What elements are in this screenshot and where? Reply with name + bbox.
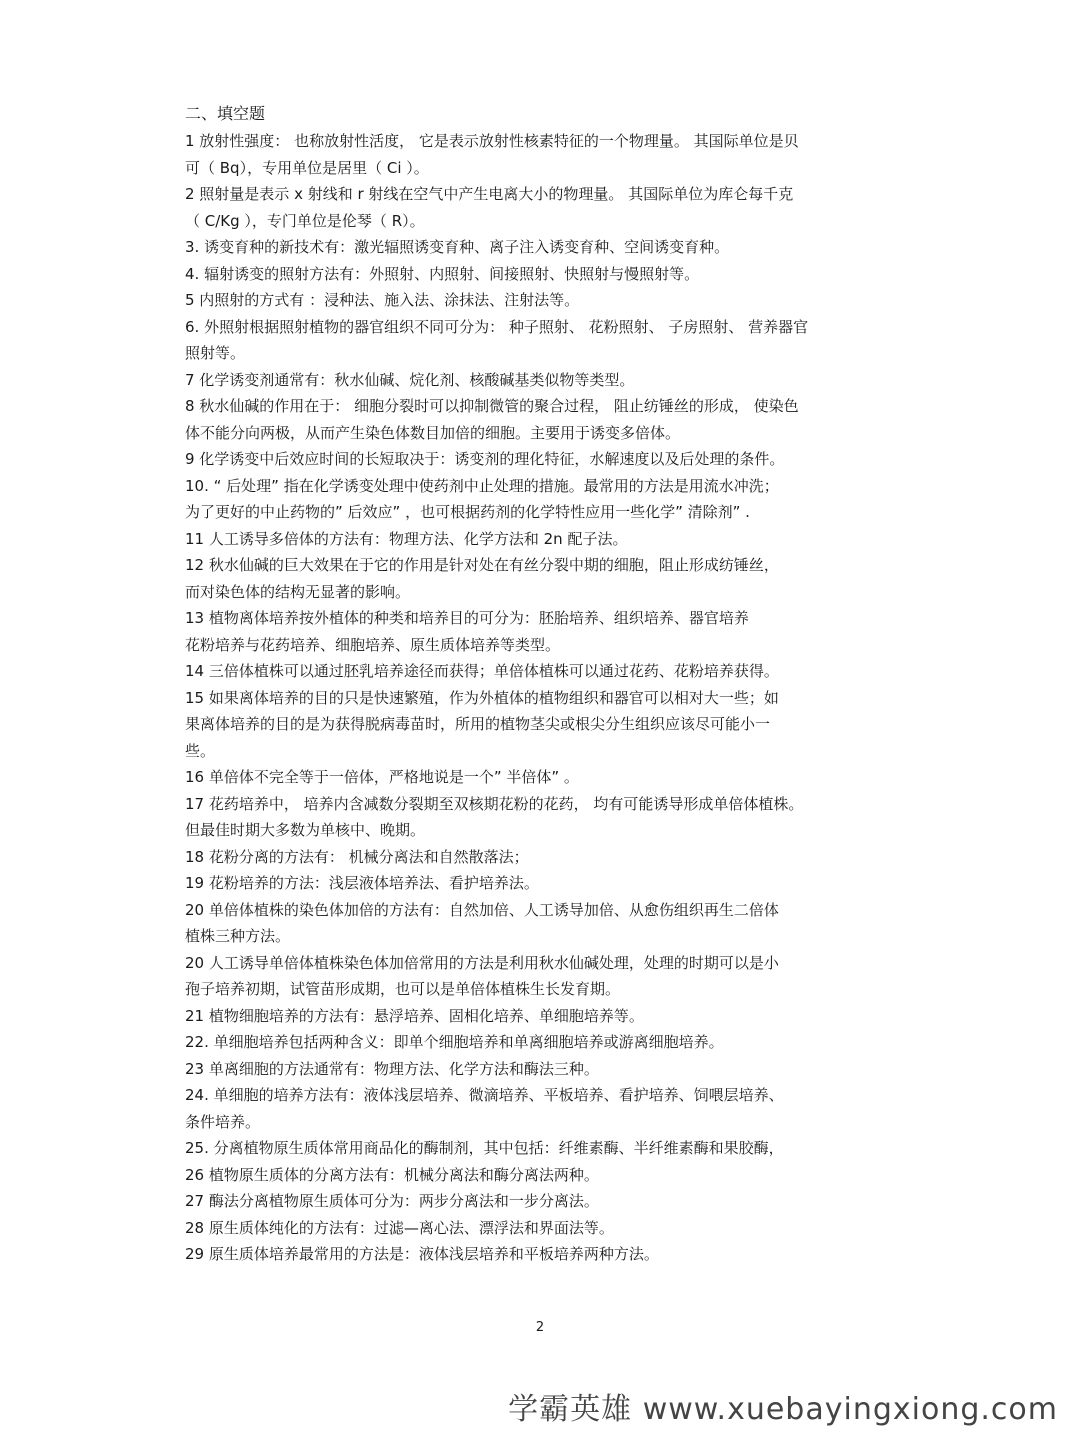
- question-line: 但最佳时期大多数为单核中、晚期。: [185, 821, 426, 839]
- question-line: 而对染色体的结构无显著的影响。: [185, 582, 411, 601]
- question-line: 9 化学诱变中后效应时间的长短取决于：诱变剂的理化特征，水解速度以及后处理的条件。: [185, 450, 785, 468]
- question-line: 孢子培养初期，试管苗形成期，也可以是单倍体植株生长发育期。: [185, 980, 621, 998]
- question-line: 6. 外照射根据照射植物的器官组织不同可分为： 种子照射、 花粉照射、 子房照射、 营养器官: [185, 317, 809, 336]
- question-line: 12 秋水仙碱的巨大效果在于它的作用是针对处在有丝分裂中期的细胞，阻止形成纺锤丝，: [185, 556, 779, 574]
- question-line: 11 人工诱导多倍体的方法有：物理方法、化学方法和 2n 配子法。: [185, 529, 628, 548]
- question-line: 些。: [185, 741, 216, 760]
- page-number: 2: [535, 1320, 545, 1335]
- question-line: 体不能分向两极，从而产生染色体数目加倍的细胞。主要用于诱变多倍体。: [185, 423, 681, 442]
- question-line: 可（ Bq），专用单位是居里（ Ci ）。: [185, 158, 429, 177]
- question-line: 18 花粉分离的方法有： 机械分离法和自然散落法；: [185, 847, 529, 866]
- question-line: 23 单离细胞的方法通常有：物理方法、化学方法和酶法三种。: [185, 1059, 599, 1078]
- question-line: 22. 单细胞培养包括两种含义：即单个细胞培养和单离细胞培养或游离细胞培养。: [185, 1033, 724, 1051]
- question-line: 20 人工诱导单倍体植株染色体加倍常用的方法是利用秋水仙碱处理，处理的时期可以是小: [185, 953, 779, 972]
- fill-in-blank-list: [185, 128, 895, 1268]
- question-line: 14 三倍体植株可以通过胚乳培养途径而获得；单倍体植株可以通过花药、花粉培养获得。: [185, 662, 779, 680]
- question-line: 17 花药培养中， 培养内含减数分裂期至双核期花粉的花药， 均有可能诱导形成单倍体植株。: [185, 794, 804, 813]
- question-line: 16 单倍体不完全等于一倍体，严格地说是一个” 半倍体” 。: [185, 768, 579, 786]
- question-line: 8 秋水仙碱的作用在于： 细胞分裂时可以抑制微管的聚合过程， 阻止纺锤丝的形成， 使染色: [185, 397, 799, 415]
- question-line: 27 酶法分离植物原生质体可分为：两步分离法和一步分离法。: [185, 1192, 599, 1210]
- question-line: 2 照射量是表示 x 射线和 r 射线在空气中产生电离大小的物理量。 其国际单位为库仑每千克: [185, 185, 794, 203]
- question-line: 13 植物离体培养按外植体的种类和培养目的可分为：胚胎培养、组织培养、器官培养: [185, 609, 749, 627]
- question-line: 7 化学诱变剂通常有：秋水仙碱、烷化剂、核酸碱基类似物等类型。: [185, 370, 635, 389]
- question-line: 为了更好的中止药物的” 后效应” ，也可根据药剂的化学特性应用一些化学” 清除剂” .: [185, 503, 750, 521]
- question-line: 3. 诱变育种的新技术有：激光辐照诱变育种、离子注入诱变育种、空间诱变育种。: [185, 238, 730, 256]
- question-line: 19 花粉培养的方法：浅层液体培养法、看护培养法。: [185, 874, 539, 892]
- question-line: （ C/Kg ），专门单位是伦琴（ R）。: [185, 211, 425, 230]
- question-line: 条件培养。: [185, 1112, 261, 1131]
- question-line: 1 放射性强度： 也称放射性活度， 它是表示放射性核素特征的一个物理量。 其国际单位是贝: [185, 132, 799, 150]
- question-line: 植株三种方法。: [185, 927, 291, 945]
- question-line: 果离体培养的目的是为获得脱病毒苗时，所用的植物茎尖或根尖分生组织应该尽可能小一: [185, 715, 771, 733]
- question-line: 10. “ 后处理” 指在化学诱变处理中使药剂中止处理的措施。最常用的方法是用流水冲洗；: [185, 476, 779, 495]
- question-line: 29 原生质体培养最常用的方法是：液体浅层培养和平板培养两种方法。: [185, 1245, 659, 1263]
- question-line: 4. 辐射诱变的照射方法有：外照射、内照射、间接照射、快照射与慢照射等。: [185, 264, 700, 283]
- question-line: 照射等。: [185, 344, 246, 362]
- question-line: 26 植物原生质体的分离方法有：机械分离法和酶分离法两种。: [185, 1165, 599, 1184]
- question-line: 20 单倍体植株的染色体加倍的方法有：自然加倍、人工诱导加倍、从愈伤组织再生二倍体: [185, 900, 779, 919]
- question-line: 5 内照射的方式有 ：浸种法、施入法、涂抹法、注射法等。: [185, 291, 580, 309]
- question-line: 24. 单细胞的培养方法有：液体浅层培养、微滴培养、平板培养、看护培养、饲喂层培养、: [185, 1086, 784, 1104]
- question-line: 花粉培养与花药培养、细胞培养、原生质体培养等类型。: [185, 635, 561, 654]
- section-heading: 二、填空题: [185, 104, 266, 123]
- question-line: 21 植物细胞培养的方法有：悬浮培养、固相化培养、单细胞培养等。: [185, 1006, 644, 1025]
- question-line: 25. 分离植物原生质体常用商品化的酶制剂，其中包括：纤维素酶、半纤维素酶和果胶酶，: [185, 1139, 784, 1157]
- question-line: 15 如果离体培养的目的只是快速繁殖，作为外植体的植物组织和器官可以相对大一些；如: [185, 688, 779, 707]
- site-watermark: 学霸英雄 www.xuebayingxiong.com: [508, 1392, 1058, 1427]
- question-line: 28 原生质体纯化的方法有：过滤—离心法、漂浮法和界面法等。: [185, 1218, 614, 1237]
